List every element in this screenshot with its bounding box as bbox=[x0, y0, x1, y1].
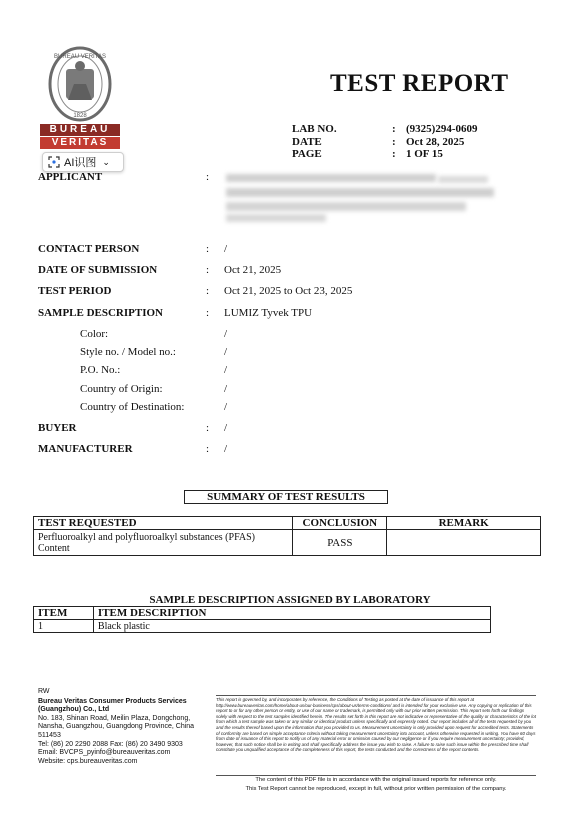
country-of-destination-label: Country of Destination: bbox=[80, 401, 185, 413]
date-of-submission-label: DATE OF SUBMISSION bbox=[38, 264, 158, 276]
manufacturer-colon: : bbox=[206, 443, 210, 455]
results-table bbox=[33, 516, 541, 556]
lab-no-value: (9325)294-0609 bbox=[406, 123, 478, 135]
report-title: TEST REPORT bbox=[330, 70, 509, 97]
sample-description-colon: : bbox=[206, 307, 210, 319]
footer-email: Email: BVCPS_pyinfo@bureauveritas.com bbox=[38, 749, 171, 757]
svg-text:BUREAU VERITAS: BUREAU VERITAS bbox=[54, 54, 106, 60]
test-period-label: TEST PERIOD bbox=[38, 285, 112, 297]
table-row bbox=[34, 530, 541, 556]
footer-address-block bbox=[38, 688, 206, 766]
footer-notice bbox=[216, 776, 536, 794]
chevron-down-icon: ⌄ bbox=[102, 156, 110, 167]
date-value: Oct 28, 2025 bbox=[406, 136, 465, 148]
page-value: 1 OF 15 bbox=[406, 148, 443, 160]
footer-address-2: Nansha, Guangzhou, Guangdong Province, China bbox=[38, 723, 195, 731]
page-label: PAGE bbox=[292, 148, 322, 160]
sample-description-title: SAMPLE DESCRIPTION ASSIGNED BY LABORATORY bbox=[149, 594, 431, 606]
conclusion-header: CONCLUSION bbox=[293, 517, 387, 530]
date-label: DATE bbox=[292, 136, 322, 148]
buyer-value: / bbox=[224, 422, 228, 434]
manufacturer-value: / bbox=[224, 443, 228, 455]
manufacturer-label: MANUFACTURER bbox=[38, 443, 133, 455]
country-of-origin-label: Country of Origin: bbox=[80, 383, 163, 395]
table-row bbox=[34, 620, 491, 633]
style-no-label: Style no. / Model no.: bbox=[80, 346, 176, 358]
color-value: / bbox=[224, 328, 228, 340]
country-of-origin-value: / bbox=[224, 383, 228, 395]
applicant-redacted bbox=[226, 172, 496, 224]
logo-veritas-band: VERITAS bbox=[40, 137, 120, 149]
footer-divider bbox=[216, 695, 536, 696]
logo-bureau-band: BUREAU bbox=[40, 124, 120, 136]
test-requested-cell: Perfluoroalkyl and polyfluoroalkyl substances (PFAS) Content bbox=[34, 530, 293, 556]
footer-tel: Tel: (86) 20 2290 2088 Fax: (86) 20 3490 9303 bbox=[38, 740, 183, 748]
test-period-value: Oct 21, 2025 to Oct 23, 2025 bbox=[224, 285, 353, 297]
po-no-label: P.O. No.: bbox=[80, 364, 121, 376]
sample-description-value: LUMIZ Tyvek TPU bbox=[224, 307, 313, 319]
footer-notice-1: The content of this PDF file is in accordance with the original issued reports for reference only. bbox=[255, 777, 497, 783]
buyer-label: BUYER bbox=[38, 422, 77, 434]
logo-year: 1828 bbox=[73, 113, 87, 119]
sample-description-label: SAMPLE DESCRIPTION bbox=[38, 307, 163, 319]
remark-cell bbox=[387, 530, 541, 556]
footer-initials: RW bbox=[38, 688, 50, 695]
ai-chip-label: AI识图 bbox=[64, 157, 97, 169]
buyer-colon: : bbox=[206, 422, 210, 434]
test-period-colon: : bbox=[206, 285, 210, 297]
samples-table bbox=[33, 606, 491, 633]
test-requested-header: TEST REQUESTED bbox=[34, 517, 293, 530]
lab-no-colon: : bbox=[392, 123, 396, 135]
po-no-value: / bbox=[224, 364, 228, 376]
submission-colon: : bbox=[206, 264, 210, 276]
footer-company-2: (Guangzhou) Co., Ltd bbox=[38, 706, 110, 714]
applicant-label: APPLICANT bbox=[38, 171, 103, 183]
remark-header: REMARK bbox=[387, 517, 541, 530]
item-description-header: ITEM DESCRIPTION bbox=[93, 607, 490, 620]
date-of-submission-value: Oct 21, 2025 bbox=[224, 264, 282, 276]
contact-person-label: CONTACT PERSON bbox=[38, 243, 140, 255]
footer-notice-2: This Test Report cannot be reproduced, except in full, without prior written permission of the company. bbox=[245, 786, 507, 792]
item-description-cell: Black plastic bbox=[93, 620, 490, 633]
style-no-value: / bbox=[224, 346, 228, 358]
scan-icon bbox=[48, 156, 60, 168]
lab-no-label: LAB NO. bbox=[292, 123, 337, 135]
color-label: Color: bbox=[80, 328, 109, 340]
footer-website: Website: cps.bureauveritas.com bbox=[38, 757, 138, 765]
footer-company: Bureau Veritas Consumer Products Services bbox=[38, 697, 187, 705]
contact-person-colon: : bbox=[206, 243, 210, 255]
applicant-colon: : bbox=[206, 171, 210, 183]
date-colon: : bbox=[392, 136, 396, 148]
footer-address-3: 511453 bbox=[38, 731, 61, 739]
item-cell: 1 bbox=[34, 620, 94, 633]
item-header: ITEM bbox=[34, 607, 94, 620]
conclusion-cell: PASS bbox=[293, 530, 387, 556]
page-colon: : bbox=[392, 148, 396, 160]
ai-image-recognition-button[interactable] bbox=[42, 152, 124, 172]
summary-title: SUMMARY OF TEST RESULTS bbox=[184, 490, 388, 504]
footer-disclaimer: This report is governed by, and incorporates by reference, the Conditions of Testing as posted at the date of issuance of this report at http://www.bureauveritas.com/home/about-us/our-business/cps/about-us/terms-conditions/ and is intended for your exclusive use. Any copying or replication of this report to or for any other person or entity, or use of our name or trademark, is permitted only with our prior written permission. This report sets forth our findings solely with respect to the test samples identified herein. The results set forth in this report are not indicative or representative of the quality or characteristics of the lot from which a test sample was taken or any similar or identical product unless specifically and expressly noted. Our report includes all of the tests requested by you and the results thereof based upon the information that you provided to us. Measurement uncertainty is only provided upon request for accredited tests. Statements of conformity are based on simple acceptance criteria without taking measurement uncertainty into account, unless otherwise requested in writing. You have 60 days from date of issuance of this report to notify us of any material error or omission caused by our negligence or if you require measurement uncertainty; provided, however, that such notice shall be in writing and shall specifically address the issue you wish to raise. A failure to raise such issue within the prescribed time shall constitute you unqualified acceptance of the completeness of this report, the tests conducted and the correctness of the report contents. bbox=[216, 697, 536, 753]
footer-address-1: No. 183, Shinan Road, Meilin Plaza, Dongchong, bbox=[38, 714, 191, 722]
country-of-destination-value: / bbox=[224, 401, 228, 413]
contact-person-value: / bbox=[224, 243, 228, 255]
